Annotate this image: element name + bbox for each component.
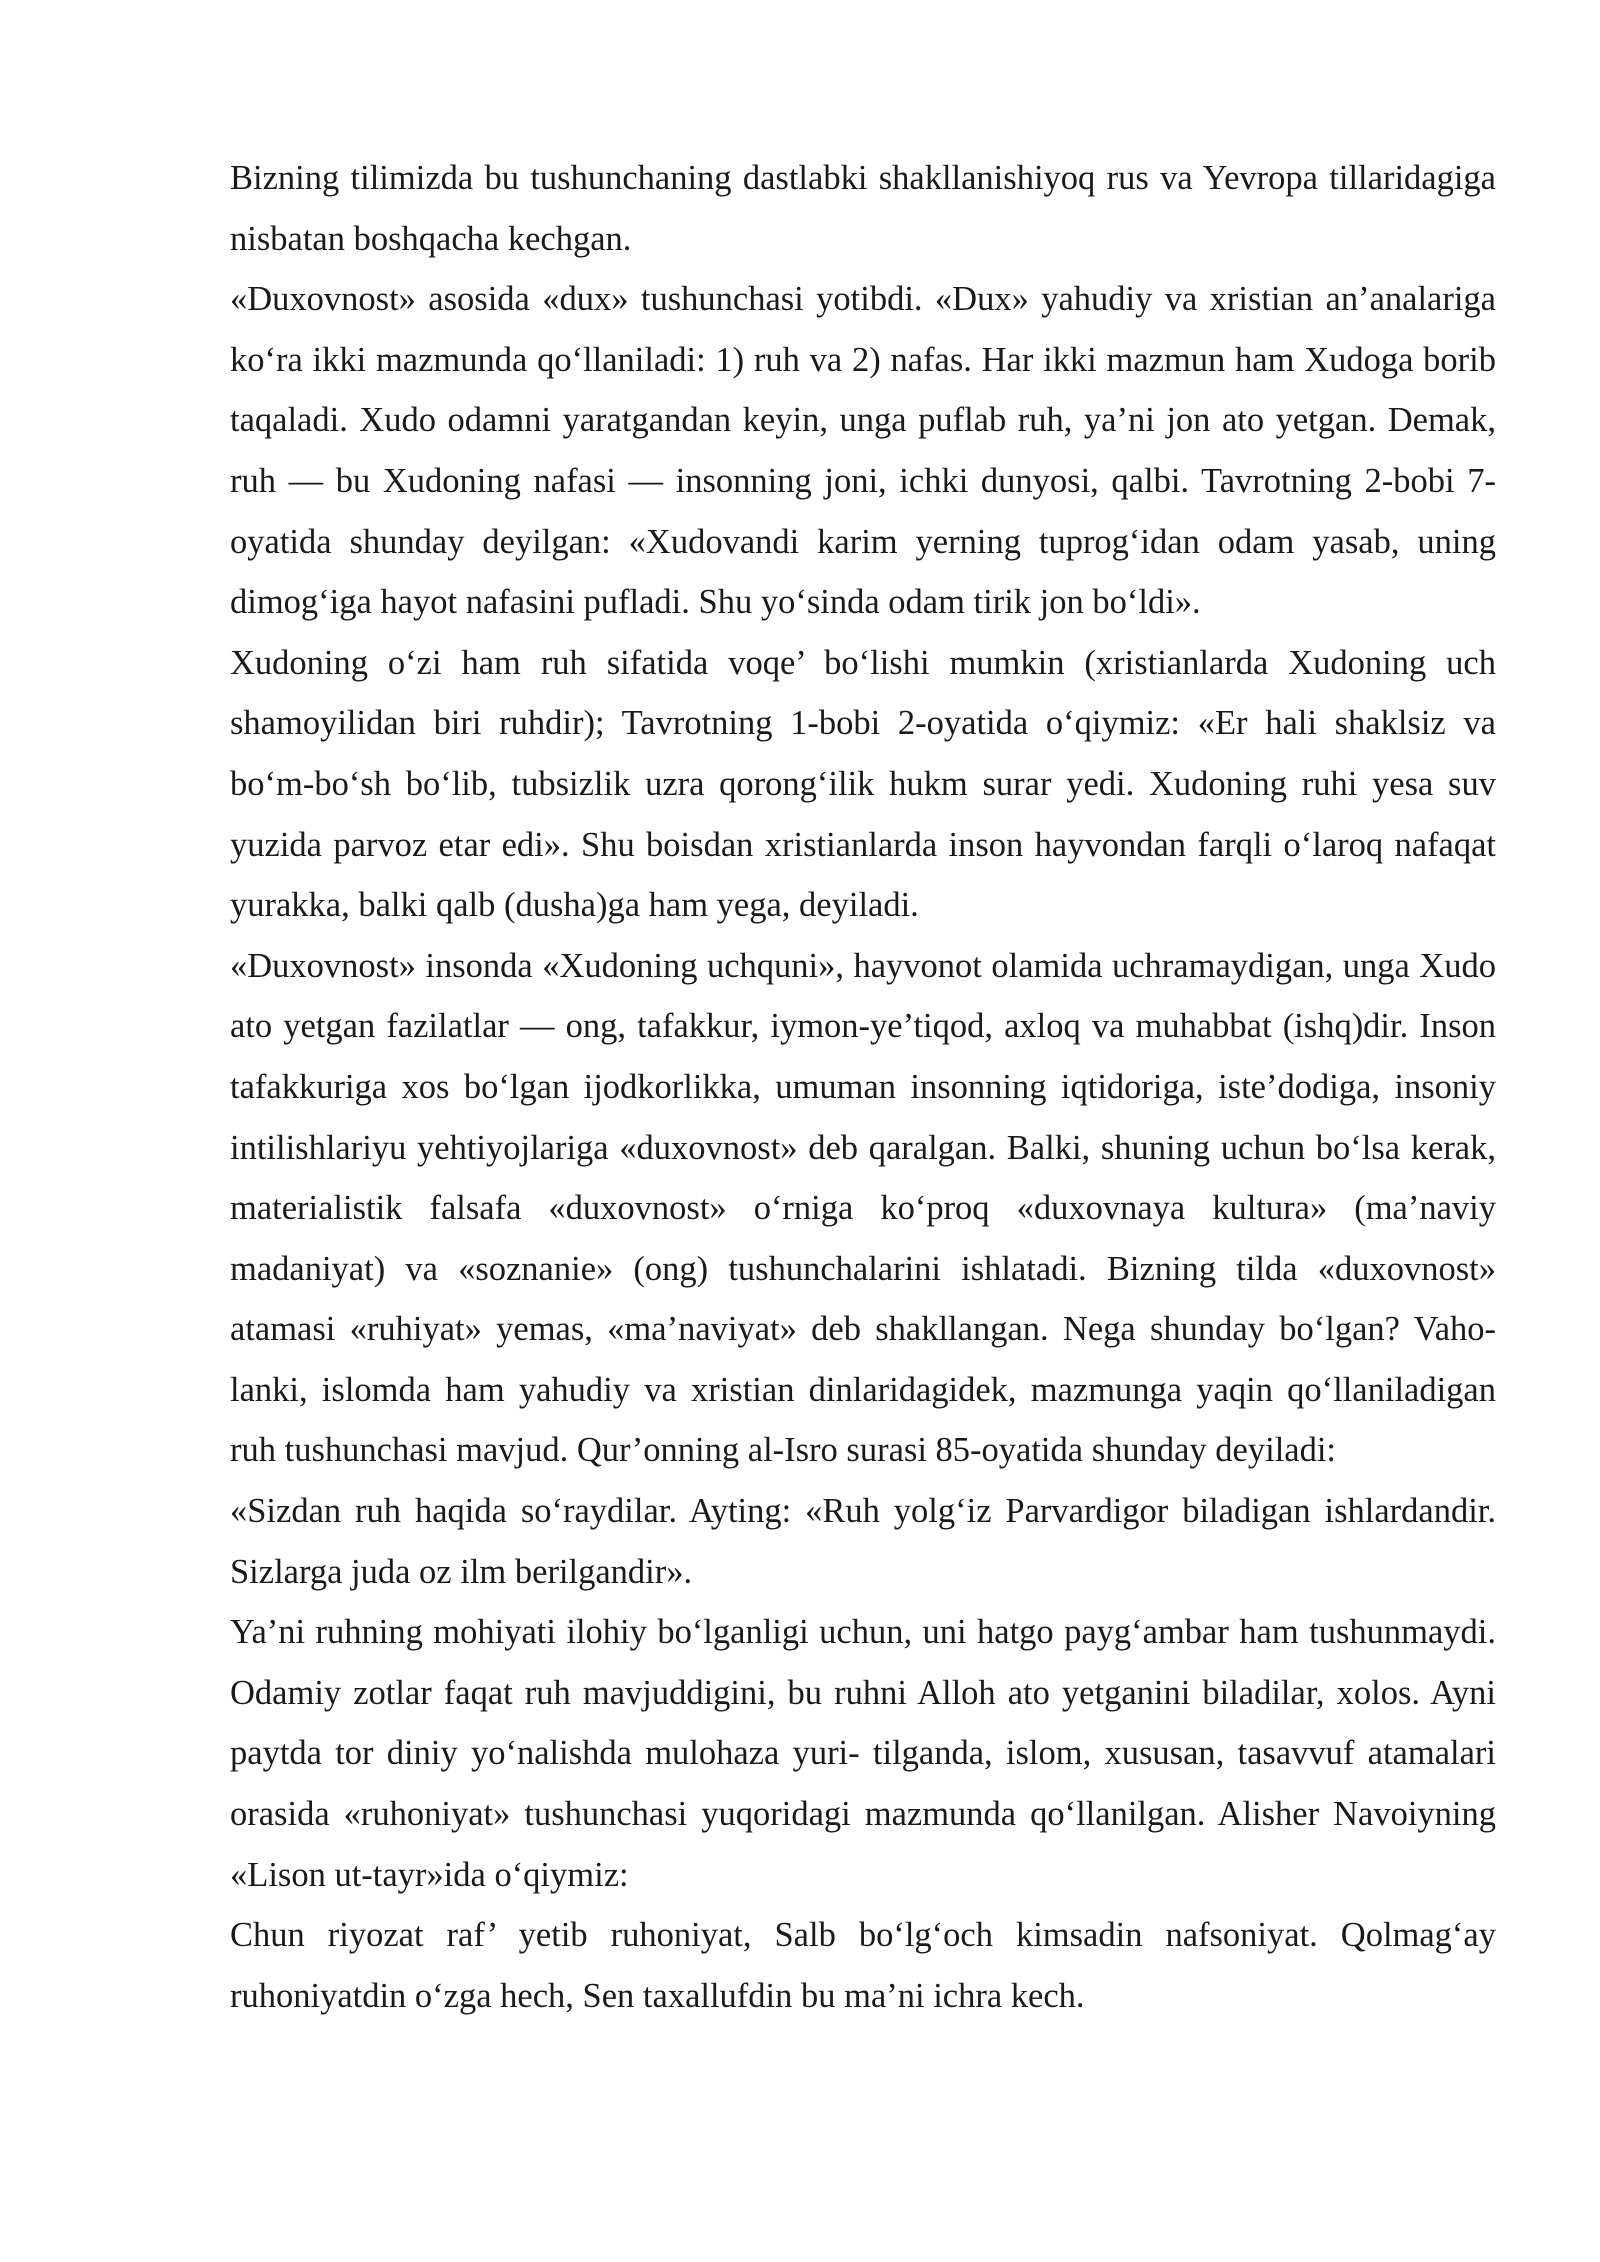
paragraph-1: Bizning tilimizda bu tushunchaning dastlabki shakllanishiyoq rus va Yevropa tillaridagiga nisbatan boshqacha kechgan. bbox=[230, 159, 1496, 258]
paragraph-3: Xudoning o‘zi ham ruh sifatida voqe’ bo‘lishi mumkin (xristianlarda Xudoning uch shamoyilidan biri ruhdir); Tavrotning 1-bobi 2-oyatida o‘qiymiz: «Er hali shaklsiz va bo‘m-bo‘sh bo‘lib, tubsizlik uzra qorong‘ilik hukm surar yedi. Xudoning ruhi yesa suv yuzida parvoz etar edi». Shu boisdan xristianlarda inson hayvondan farqli o‘laroq nafaqat yurakka, balki qalb (dusha)ga ham yega, deyiladi. bbox=[230, 643, 1496, 925]
paragraph-6: Ya’ni ruhning mohiyati ilohiy bo‘lganligi uchun, uni hatgo payg‘ambar ham tushunmaydi. Odamiy zotlar faqat ruh mavjuddigini, bu ruhni Alloh ato yetganini biladilar, xolos. Ayni paytda tor diniy yo‘nalishda mulohaza yuri- tilganda, islom, xususan, tasavvuf atamalari orasida «ruhoniyat» tushunchasi yuqoridagi mazmunda qo‘llanilgan. Alisher Navoiyning «Lison ut-tayr»ida o‘qiymiz: bbox=[230, 1613, 1496, 1894]
paragraph-2: «Duxovnost» asosida «dux» tushunchasi yotibdi. «Dux» yahudiy va xristian an’analariga ko‘ra ikki mazmunda qo‘llaniladi: 1) ruh va 2) nafas. Har ikki mazmun ham Xudoga borib taqaladi. Xudo odamni yaratgandan keyin, unga puflab ruh, ya’ni jon ato yetgan. Demak, ruh — bu Xudoning nafasi — insonning joni, ichki dunyosi, qalbi. Tavrotning 2-bobi 7-oyatida shunday deyilgan: «Xudovandi karim yerning tuprog‘idan odam yasab, uning dimog‘iga hayot nafasini pufladi. Shu yo‘sinda odam tirik jon bo‘ldi». bbox=[230, 280, 1496, 622]
paragraph-7-verse: Chun riyozat raf’ yetib ruhoniyat, Salb bo‘lg‘och kimsadin nafsoniyat. Qolmag‘ay ruhoniyatdin o‘zga hech, Sen taxallufdin bu ma’ni ichra kech. bbox=[230, 1916, 1496, 2015]
document-page bbox=[230, 148, 1496, 2026]
paragraph-5-quote: «Sizdan ruh haqida so‘raydilar. Ayting: «Ruh yolg‘iz Parvardigor biladigan ishlardandir. Sizlarga juda oz ilm berilgandir». bbox=[230, 1492, 1496, 1591]
paragraph-4: «Duxovnost» insonda «Xudoning uchquni», hayvonot olamida uchramaydigan, unga Xudo ato yetgan fazilatlar — ong, tafakkur, iymon-ye’tiqod, axloq va muhabbat (ishq)dir. Inson tafakkuriga xos bo‘lgan ijodkorlikka, umuman insonning iqtidoriga, iste’dodiga, insoniy intilishlariyu yehtiyojlariga «duxovnost» deb qaralgan. Balki, shuning uchun bo‘lsa kerak, materialistik falsafa «duxovnost» o‘rniga ko‘proq «duxovnaya kultura» (ma’naviy madaniyat) va «soznanie» (ong) tushunchalarini ishlatadi. Bizning tilda «duxovnost» atamasi «ruhiyat» yemas, «ma’naviyat» deb shakllangan. Nega shunday bo‘lgan? Vaho- lanki, islomda ham yahudiy va xristian dinlaridagidek, mazmunga yaqin qo‘llaniladigan ruh tushunchasi mavjud. Qur’onning al-Isro surasi 85-oyatida shunday deyiladi: bbox=[230, 946, 1496, 1470]
